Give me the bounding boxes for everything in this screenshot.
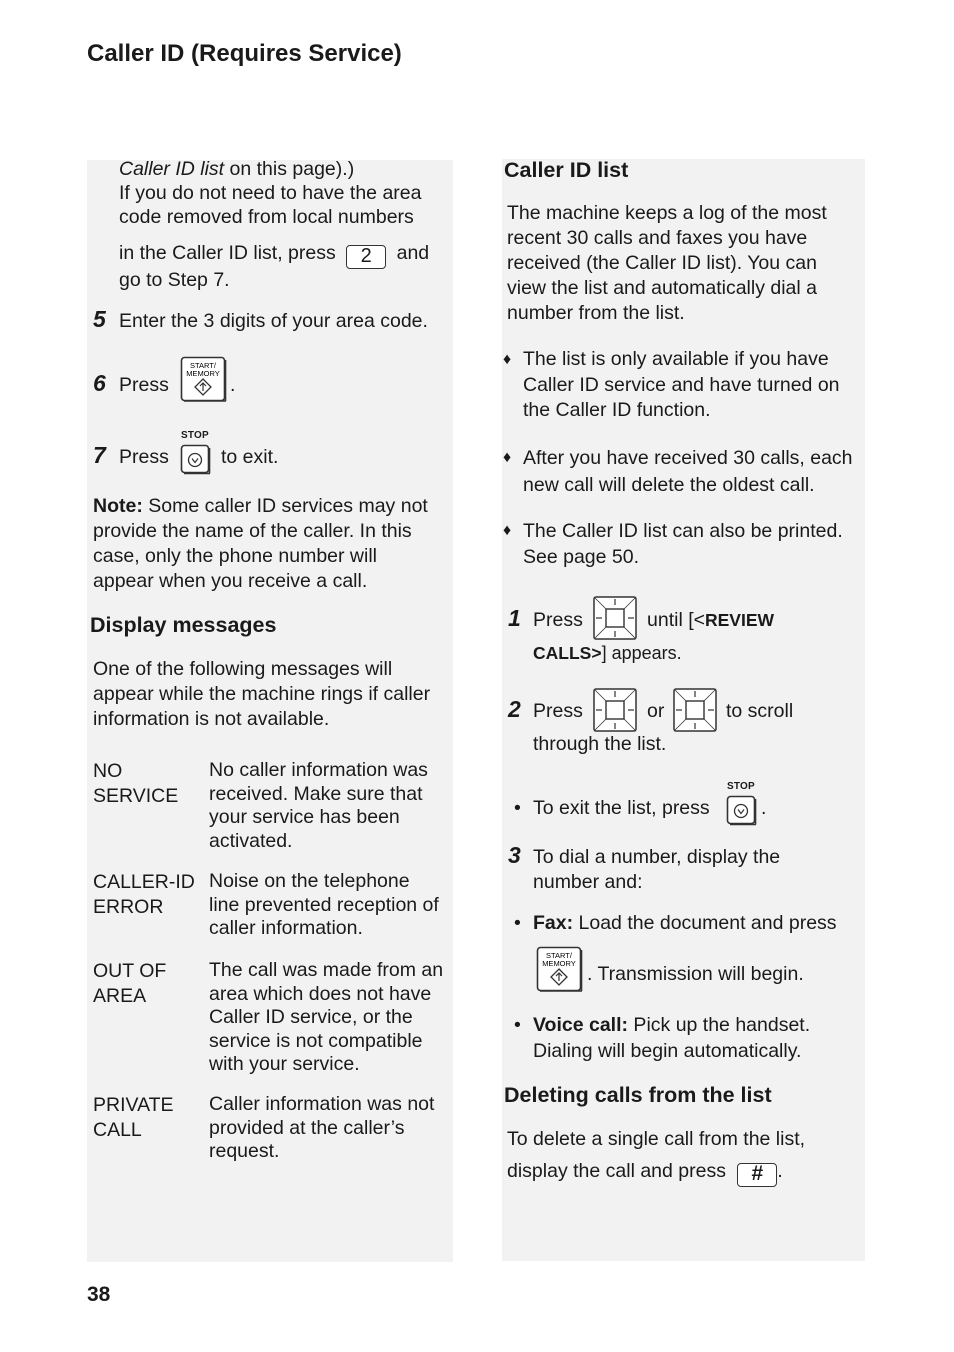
round-bullet: • bbox=[514, 797, 521, 819]
step-text: Enter the 3 digits of your area code. bbox=[119, 310, 428, 332]
note-line: case, only the phone number will bbox=[93, 545, 377, 567]
bullet-line: After you have received 30 calls, each bbox=[523, 447, 853, 469]
bullet-text bbox=[523, 347, 840, 424]
term-line: AREA bbox=[93, 984, 147, 1007]
term-line: ERROR bbox=[93, 895, 164, 918]
desc-line: received. Make sure that bbox=[209, 782, 423, 805]
message-description bbox=[209, 870, 439, 941]
bullet-text bbox=[523, 518, 843, 570]
message-term bbox=[93, 870, 195, 919]
step-text: number and: bbox=[533, 871, 643, 893]
continued-text-line bbox=[119, 157, 354, 182]
appears-text: ] appears. bbox=[601, 643, 682, 663]
svg-text:MEMORY: MEMORY bbox=[186, 369, 220, 378]
desc-line: Caller ID service, or the bbox=[209, 1006, 413, 1028]
step-number: 5 bbox=[93, 306, 106, 332]
paragraph-line: appear while the machine rings if caller bbox=[93, 683, 431, 705]
bullet-line: The Caller ID list can also be printed. bbox=[523, 520, 843, 542]
step-number: 7 bbox=[93, 442, 106, 468]
paragraph-line bbox=[507, 1159, 783, 1187]
step-text: To dial a number, display the bbox=[533, 846, 781, 868]
intro-paragraph bbox=[507, 201, 827, 326]
term-line: SERVICE bbox=[93, 784, 179, 807]
message-description bbox=[209, 1093, 434, 1164]
paragraph-line: recent 30 calls and faxes you have bbox=[507, 227, 808, 249]
bullet-text bbox=[533, 911, 837, 936]
term-line: OUT OF bbox=[93, 960, 167, 982]
until-text: until [< bbox=[647, 609, 705, 631]
svg-text:START/: START/ bbox=[190, 361, 216, 370]
message-term bbox=[93, 1093, 174, 1142]
paragraph-line: received (the Caller ID list). You can bbox=[507, 252, 817, 274]
period-text: . bbox=[761, 797, 767, 819]
section-heading: Display messages bbox=[90, 613, 277, 637]
voice-text: Pick up the handset. bbox=[628, 1014, 811, 1036]
key-2: 2 bbox=[346, 245, 386, 269]
stop-key-icon bbox=[180, 444, 211, 475]
and-text: and bbox=[396, 242, 430, 264]
step-number: 3 bbox=[508, 842, 521, 868]
display-text-bold: CALLS> bbox=[533, 643, 602, 663]
step-text-end: to exit. bbox=[221, 446, 279, 468]
hash-key: # bbox=[737, 1163, 777, 1187]
note-label: Note: bbox=[93, 495, 143, 517]
reference-rest: on this page).) bbox=[224, 158, 355, 180]
bullet-text bbox=[533, 1013, 810, 1038]
step-text bbox=[533, 641, 682, 666]
desc-line: Noise on the telephone bbox=[209, 870, 410, 892]
page-title: Caller ID (Requires Service) bbox=[87, 40, 402, 67]
term-line: CALL bbox=[93, 1118, 142, 1141]
fax-text: Load the document and press bbox=[573, 912, 837, 934]
paragraph-line: One of the following messages will bbox=[93, 658, 393, 680]
paragraph-line: view the list and automatically dial a bbox=[507, 277, 817, 299]
section-heading: Deleting calls from the list bbox=[504, 1083, 772, 1107]
continued-text-line bbox=[119, 241, 429, 269]
step-text: Press bbox=[533, 700, 583, 722]
bullet-line: The list is only available if you have bbox=[523, 348, 829, 370]
term-line: PRIVATE bbox=[93, 1094, 174, 1116]
navigation-key-icon bbox=[673, 688, 718, 733]
page-number: 38 bbox=[87, 1283, 111, 1306]
navigation-key-icon bbox=[593, 596, 638, 641]
bullet-text: Dialing will begin automatically. bbox=[533, 1040, 802, 1062]
bullet-line: new call will delete the oldest call. bbox=[523, 474, 815, 496]
desc-line: request. bbox=[209, 1140, 280, 1162]
period-text: . bbox=[230, 374, 236, 396]
start-memory-key-icon bbox=[536, 946, 583, 993]
paragraph-line: To delete a single call from the list, bbox=[507, 1128, 806, 1150]
bullet-line: See page 50. bbox=[523, 546, 640, 568]
desc-line: with your service. bbox=[209, 1053, 360, 1075]
step-number: 6 bbox=[93, 370, 106, 396]
desc-line: area which does not have bbox=[209, 982, 432, 1005]
step-text: Press bbox=[119, 374, 169, 396]
paragraph-line: number from the list. bbox=[507, 302, 685, 324]
step-text: through the list. bbox=[533, 733, 667, 755]
paragraph-line: information is not available. bbox=[93, 708, 330, 730]
note-line bbox=[93, 494, 428, 519]
stop-key-icon bbox=[726, 795, 757, 826]
desc-line: provided at the caller’s bbox=[209, 1116, 405, 1139]
display-text-bold: REVIEW bbox=[705, 610, 775, 630]
desc-line: Caller information was not bbox=[209, 1093, 435, 1115]
desc-line: caller information. bbox=[209, 917, 363, 939]
note-line: appear when you receive a call. bbox=[93, 570, 368, 592]
period-text: . bbox=[777, 1160, 783, 1182]
svg-text:START/: START/ bbox=[546, 951, 572, 960]
diamond-bullet: ♦ bbox=[503, 449, 512, 466]
navigation-key-icon bbox=[593, 688, 638, 733]
bullet-line: Caller ID service and have turned on bbox=[523, 373, 840, 396]
continued-text-line: go to Step 7. bbox=[119, 269, 230, 291]
message-term bbox=[93, 959, 166, 1008]
section-heading: Caller ID list bbox=[504, 158, 629, 182]
term-line: NO bbox=[93, 760, 123, 782]
note-line: provide the name of the caller. In this bbox=[93, 520, 412, 542]
press-text: in the Caller ID list, press bbox=[119, 242, 336, 264]
or-text: or bbox=[647, 700, 665, 722]
step-text: Press bbox=[119, 446, 169, 468]
step-number: 1 bbox=[508, 605, 521, 631]
press-text: display the call and press bbox=[507, 1160, 726, 1182]
stop-key-label: STOP bbox=[727, 781, 755, 792]
bullet-text: . Transmission will begin. bbox=[587, 963, 804, 985]
message-term bbox=[93, 759, 178, 808]
italic-reference: Caller ID list bbox=[119, 158, 225, 180]
round-bullet: • bbox=[514, 912, 521, 934]
desc-line: service is not compatible bbox=[209, 1029, 423, 1052]
desc-line: your service has been bbox=[209, 806, 400, 828]
fax-label: Fax: bbox=[533, 912, 574, 934]
svg-text:MEMORY: MEMORY bbox=[542, 959, 576, 968]
desc-line: The call was made from an bbox=[209, 959, 444, 981]
paragraph-line: The machine keeps a log of the most bbox=[507, 202, 827, 224]
bullet-text: To exit the list, press bbox=[533, 797, 710, 819]
bullet-line: the Caller ID function. bbox=[523, 399, 711, 421]
note-text: Some caller ID services may not bbox=[142, 495, 428, 517]
desc-line: No caller information was bbox=[209, 759, 428, 781]
voice-label: Voice call: bbox=[533, 1014, 629, 1036]
diamond-bullet: ♦ bbox=[503, 351, 512, 368]
desc-line: activated. bbox=[209, 829, 293, 852]
message-description bbox=[209, 959, 443, 1077]
continued-text-line: If you do not need to have the area bbox=[119, 182, 422, 204]
diamond-bullet: ♦ bbox=[503, 522, 512, 539]
stop-key-label: STOP bbox=[181, 430, 209, 441]
start-memory-key-icon bbox=[180, 356, 227, 403]
round-bullet: • bbox=[514, 1014, 521, 1036]
step-text bbox=[647, 608, 774, 633]
term-line: CALLER-ID bbox=[93, 871, 195, 893]
bullet-text bbox=[523, 445, 853, 499]
desc-line: line prevented reception of bbox=[209, 893, 439, 916]
message-description bbox=[209, 759, 428, 853]
step-text: to scroll bbox=[726, 700, 794, 722]
step-text: Press bbox=[533, 609, 583, 631]
step-number: 2 bbox=[508, 696, 521, 722]
continued-text-line: code removed from local numbers bbox=[119, 206, 414, 228]
